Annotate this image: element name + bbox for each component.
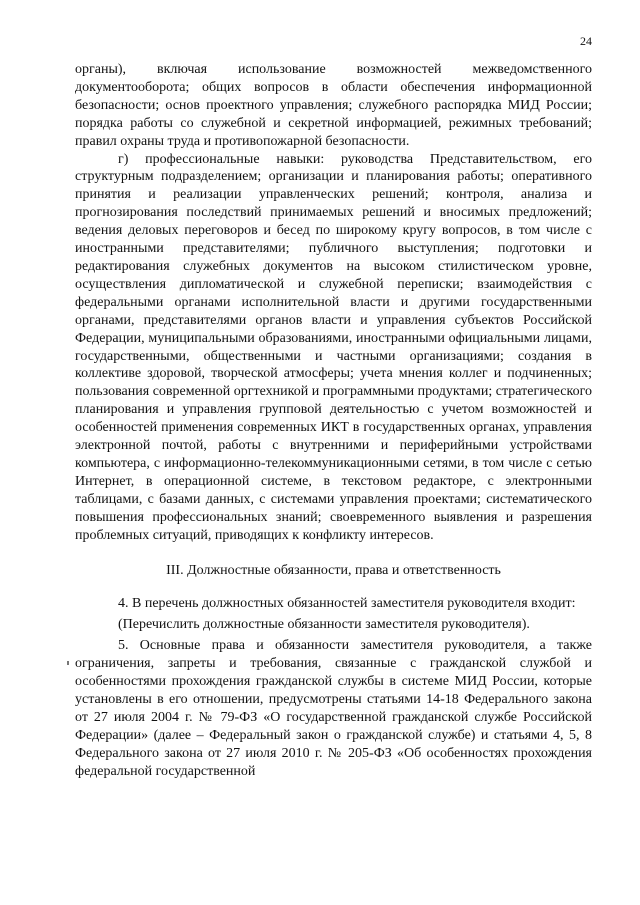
paragraph-continuation: органы), включая использование возможностей межведомственного документооборота; общих вопросов в области обеспечения информационной безопасности; основ проектного управления; служебного распорядка МИД России; порядка работы со служебной и секретной информацией, режимных требований; правил охраны труда и противопожарной безопасности.	[75, 62, 592, 149]
section-heading: III. Должностные обязанности, права и ответственность	[166, 563, 501, 579]
paragraph-placeholder: (Перечислить должностные обязанности заместителя руководителя).	[118, 617, 530, 633]
scan-mark	[67, 661, 69, 665]
page-number: 24	[580, 34, 592, 48]
paragraph-item-4: 4. В перечень должностных обязанностей заместителя руководителя входит:	[118, 596, 576, 612]
paragraph-professional-skills: г) профессиональные навыки: руководства Представительством, его структурным подразделением; организации и планирования работы; оперативного принятия и реализации управленческих решений; контроля, анализа и прогнозирования последствий принимаемых решений и вносимых предложений; ведения деловых переговоров и бесед по широкому кругу вопросов, в том числе с иностранными представителями; публичного выступления; подготовки и редактирования служебных документов на высоком стилистическом уровне, осуществления дипломатической и служебной переписки; взаимодействия с федеральными органами исполнительной власти и другими государственными органами, представителями органов власти и управления субъектов Российской Федерации, муниципальными образованиями, иностранными официальными лицами, государственными, общественными и частными организациями; создания в коллективе здоровой, творческой атмосферы; учета мнения коллег и подчиненных; пользования современной оргтехникой и программными продуктами; стратегического планирования и управления групповой деятельностью с учетом возможностей и особенностей применения современных ИКТ в государственных органах, управления электронной почтой, работы с внутренними и периферийными устройствами компьютера, с информационно-телекоммуникационными сетями, в том числе с сетью Интернет, в операционной системе, в текстовом редакторе, с электронными таблицами, с базами данных, с системами управления проектами; систематического повышения профессиональных знаний; своевременного выявления и разрешения проблемных ситуаций, приводящих к конфликту интересов.	[75, 151, 592, 543]
document-body	[75, 61, 592, 781]
paragraph-item-5: 5. Основные права и обязанности заместителя руководителя, а также ограничения, запреты и требования, связанные с гражданской службой и особенностями прохождения гражданской службы в системе МИД России, которые установлены в его отношении, предусмотрены статьями 14-18 Федерального закона от 27 июля 2004 г. № 79-ФЗ «О государственной гражданской службе Российской Федерации» (далее – Федеральный закон о гражданской службе) и статьями 4, 5, 8 Федерального закона от 27 июля 2010 г. № 205-ФЗ «Об особенностях прохождения федеральной государственной	[75, 638, 592, 779]
